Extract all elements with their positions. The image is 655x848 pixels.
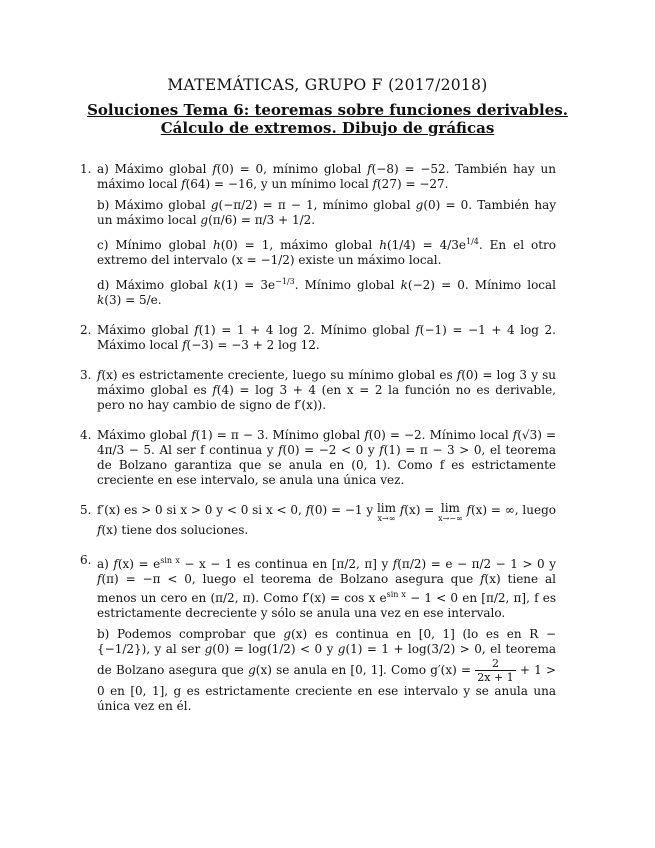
- item-number: 2.: [80, 323, 92, 337]
- solution-paragraph: f′(x) es > 0 si x > 0 y < 0 si x < 0, f(0) = −1 y lim x→∞ f(x) = lim x→−∞ f(x) = ∞, luego f(x) tiene dos soluciones.: [97, 501, 557, 537]
- solution-item-4: [72, 428, 556, 488]
- item-number: 3.: [80, 368, 92, 382]
- item-number: 1.: [80, 162, 92, 176]
- solution-paragraph: d) Máximo global $k(1) = 3e^{-1/3}$. Mínimo global k(−2) = 0. Mínimo local k(3) = 5/e.: [97, 277, 557, 307]
- solutions-list: [72, 162, 556, 729]
- solution-item-3: [72, 368, 556, 413]
- solution-paragraph: c) Mínimo global h(0) = 1, máximo global $h(1/4) = 4/3e^{1/4}$. En el otro extremo del intervalo (x = −1/2) existe un máximo local.: [97, 237, 557, 267]
- solution-paragraph: f(x) es estrictamente creciente, luego su mínimo global es f(0) = log 3 y su máximo global es f(4) = log 3 + 4 (en x = 2 la función no es derivable, pero no hay cambio de signo de f′(x)).: [97, 368, 556, 412]
- solution-item-1: [72, 162, 556, 308]
- solution-paragraph: a) Máximo global f(0) = 0, mínimo global f(−8) = −52. También hay un máximo local f(64) = −16, y un mínimo local f(27) = −27.: [97, 162, 556, 191]
- solution-item-5: [72, 503, 556, 538]
- solution-paragraph: Máximo global f(1) = π − 3. Mínimo global f(0) = −2. Mínimo local f(√3) = 4π/3 − 5. Al ser f continua y f(0) = −2 < 0 y f(1) = π − 3 > 0, el teorema de Bolzano garantiza que se anula en (0, 1). Como f es estrictamente creciente en ese intervalo, se anula una única vez.: [97, 428, 557, 487]
- solution-paragraph: Máximo global f(1) = 1 + 4 log 2. Mínimo global f(−1) = −1 + 4 log 2. Máximo local f(−3) = −3 + 2 log 12.: [97, 323, 556, 352]
- solution-item-6: [72, 553, 556, 714]
- item-number: 5.: [80, 503, 92, 517]
- document-subtitle: Soluciones Tema 6: teoremas sobre funciones derivables. Cálculo de extremos. Dibujo de gráficas: [87, 101, 568, 137]
- solution-paragraph: b) Podemos comprobar que g(x) es continua en [0, 1] (lo es en R − {−1/2}), y al ser g(0) = log(1/2) < 0 y g(1) = 1 + log(3/2) > 0, el teorema de Bolzano asegura que g(x) se anula en [0, 1]. Como g′(x) = $\frac{2}{2x + 1}$ + 1 > 0 en [0, 1], g es estrictamente creciente en ese intervalo y se anula una única vez en él.: [97, 627, 557, 713]
- solution-paragraph: a) $f(x) = e^{sin x} - x - 1$ es continua en [π/2, π] y f(π/2) = e − π/2 − 1 > 0 y f(π) = −π < 0, luego el teorema de Bolzano asegura que f(x) tiene al menos un cero en (π/2, π). Como f′(x) = cos x $e^{sin x} - 1 < 0$ en [π/2, π], f es estrictamente decreciente y sólo se anula una vez en ese intervalo.: [97, 556, 557, 620]
- item-number: 4.: [80, 428, 92, 442]
- solution-item-2: [72, 323, 556, 353]
- solution-paragraph: b) Máximo global g(−π/2) = π − 1, mínimo global g(0) = 0. También hay un máximo local g(π/6) = π/3 + 1/2.: [97, 198, 556, 227]
- item-number: 6.: [80, 553, 92, 567]
- document-title: MATEMÁTICAS, GRUPO F (2017/2018): [167, 76, 488, 94]
